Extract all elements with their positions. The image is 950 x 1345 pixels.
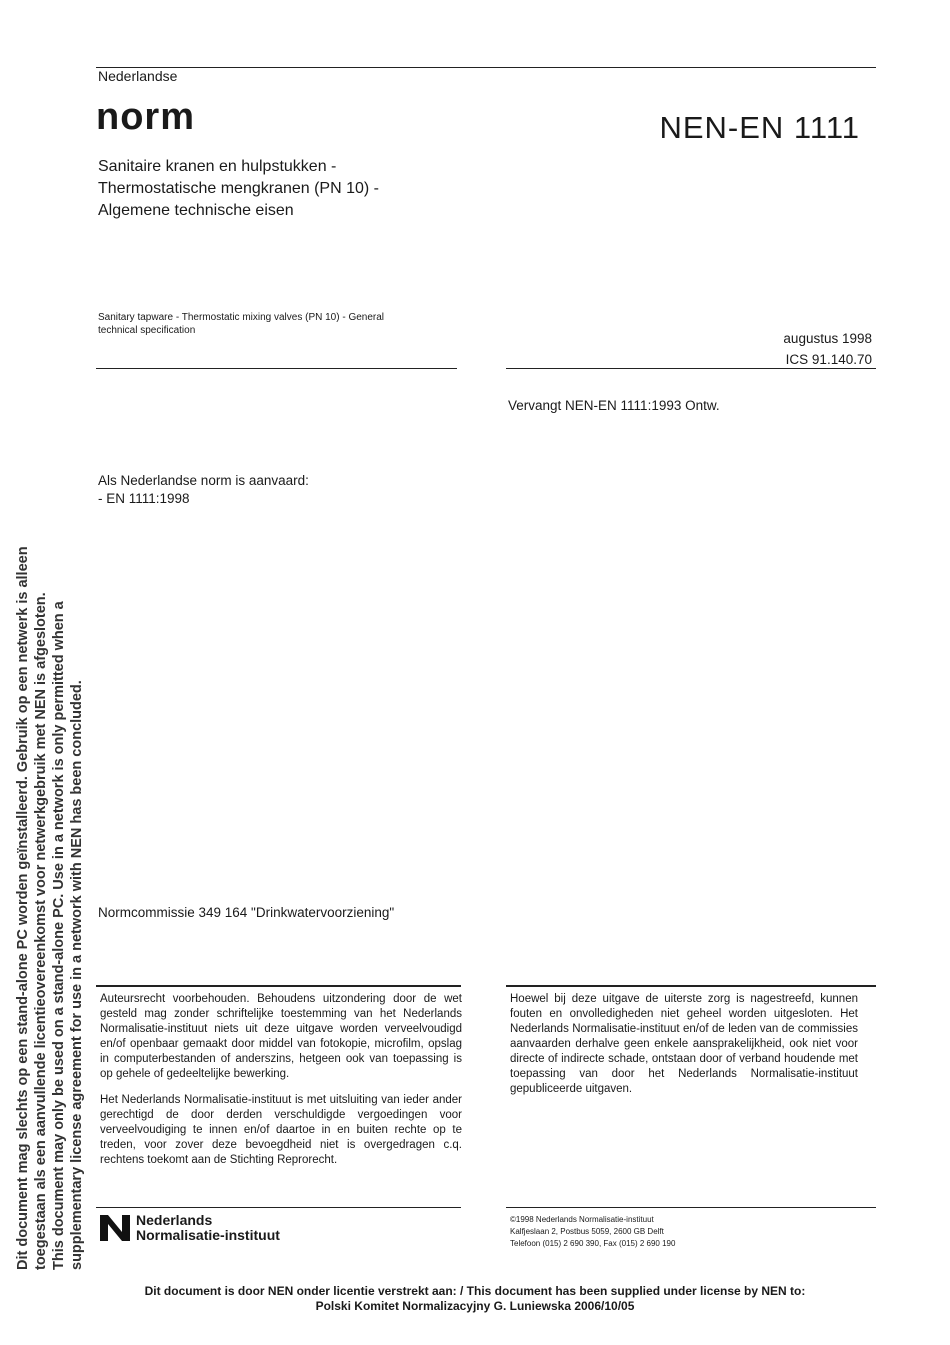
logo-line: Nederlands — [136, 1212, 213, 1228]
top-rule — [96, 67, 876, 68]
licensee-line: Polski Komitet Normalizacyjny G. Luniewska 2006/10/05 — [315, 1299, 635, 1313]
sidebar-line: toegestaan als een aanvullende licentieovereenkomst voor netwerkgebruik met NEN is afgesloten. — [33, 592, 49, 1270]
accepted-heading: Als Nederlandse norm is aanvaard: — [98, 473, 309, 488]
license-notice — [0, 1284, 950, 1314]
logo-wordmark — [136, 1213, 280, 1243]
dutch-title-line: Sanitaire kranen en hulpstukken - — [98, 158, 337, 175]
imprint-address: Kalfjeslaan 2, Postbus 5059, 2600 GB Delft — [510, 1227, 664, 1236]
right-mid-rule — [506, 368, 876, 369]
logo-line: Normalisatie-instituut — [136, 1227, 280, 1243]
accepted-block — [98, 472, 309, 508]
english-title-line: Sanitary tapware - Thermostatic mixing valves (PN 10) - General — [98, 312, 385, 323]
sidebar-line: Dit document mag slechts op een stand-alone PC worden geïnstalleerd. Gebruik op een netwerk is alleen — [15, 546, 31, 1270]
imprint-phone: Telefoon (015) 2 690 390, Fax (015) 2 690 190 — [510, 1239, 676, 1248]
copyright-notice — [100, 992, 462, 1179]
nen-logo — [100, 1213, 280, 1243]
imprint — [510, 1214, 675, 1250]
publication-date: augustus 1998 — [783, 331, 872, 346]
copyright-paragraph: Auteursrecht voorbehouden. Behoudens uitzondering door de wet gesteld mag zonder schriftelijke toestemming van het Nederlands Normalisatie-instituut niets uit deze uitgave worden verveelvoudigd en/of openbaar gemaakt door middel van fotokopie, microfilm, opslag in computerbestanden of anderszins, hetgeen ook van toepassing is op gehele of gedeeltelijke bewerking. — [100, 993, 462, 1080]
dutch-title-line: Algemene technische eisen — [98, 202, 294, 219]
sidebar-line: This document may only be used on a stand-alone PC. Use in a network is only permitted when a — [51, 601, 67, 1270]
norm-heading: norm — [96, 96, 195, 138]
disclaimer-rule — [506, 985, 876, 987]
copyright-paragraph: Het Nederlands Normalisatie-instituut is met uitsluiting van ieder ander gerechtigd de door derden verschuldigde vergoedingen voor verveelvoudiging te innen en/of daartoe in en buiten rechte op te treden, voor zover deze bevoegdheid niet is overgedragen c.q. rechtens toekomt aan de Stichting Reprorecht. — [100, 1094, 462, 1166]
dutch-title-line: Thermostatische mengkranen (PN 10) - — [98, 180, 379, 197]
sidebar-line: supplementary license agreement for use in a network with NEN has been concluded. — [69, 680, 85, 1270]
disclaimer-notice: Hoewel bij deze uitgave de uiterste zorg is nagestreefd, kunnen fouten en onvolledigheden niet geheel worden uitgesloten. Het Nederlands Normalisatie-instituut en/of de leden van de commissies aanvaarden derhalve geen enkele aansprakelijkheid, ook niet voor directe of indirecte schade, ontstaan door of verband houdende met toepassing van door het Nederlands Normalisatie-instituut gepubliceerde uitgaven. — [510, 993, 858, 1095]
english-title — [98, 311, 438, 337]
standard-number: NEN-EN 1111 — [659, 110, 860, 145]
footer-right-rule — [506, 1207, 876, 1208]
license-line: Dit document is door NEN onder licentie verstrekt aan: / This document has been supplied under license by NEN to: — [144, 1284, 806, 1298]
footer-left-rule — [96, 1207, 461, 1208]
english-title-line: technical specification — [98, 325, 196, 336]
country-label: Nederlandse — [98, 68, 178, 84]
accepted-item: - EN 1111:1998 — [98, 491, 190, 506]
left-mid-rule — [96, 368, 457, 369]
replaces-note: Vervangt NEN-EN 1111:1993 Ontw. — [508, 398, 720, 413]
copyright-rule — [96, 985, 461, 987]
dutch-title — [98, 156, 518, 222]
nen-logo-icon — [100, 1215, 130, 1241]
date-block — [783, 328, 872, 370]
ics-code: ICS 91.140.70 — [785, 352, 872, 367]
committee-line: Normcommissie 349 164 "Drinkwatervoorziening" — [98, 905, 395, 920]
imprint-copyright: ©1998 Nederlands Normalisatie-instituut — [510, 1215, 654, 1224]
sidebar-license-notice — [14, 490, 86, 1270]
